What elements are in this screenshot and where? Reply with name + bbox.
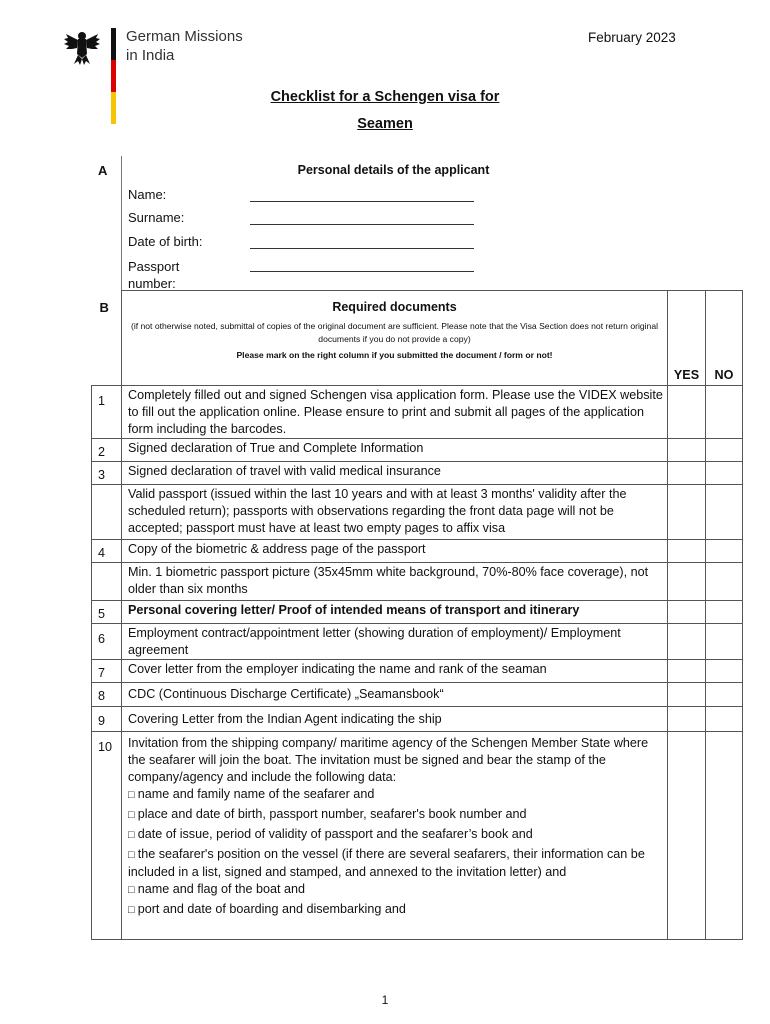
table-row (92, 660, 743, 683)
yes-checkbox-cell[interactable] (668, 707, 706, 732)
section-a-heading: Personal details of the applicant (297, 163, 490, 177)
document-title-line1: Checklist for a Schengen visa for (270, 89, 500, 105)
row-number: 10 (92, 732, 122, 940)
yes-checkbox-cell[interactable] (668, 732, 706, 940)
no-checkbox-cell[interactable] (706, 462, 743, 485)
row-text: Completely filled out and signed Schengen visa application form. Please use the VIDEX website to fill out the application online. Please ensure to print and submit all pages of the application form including the barcodes. (122, 386, 668, 439)
section-b-instruction: Please mark on the right column if you submitted the document / form or not! (236, 350, 553, 360)
page-number: 1 (381, 993, 389, 1007)
yes-column-header: YES (668, 291, 706, 386)
section-b-header-row (92, 291, 743, 386)
table-row (92, 485, 743, 540)
yes-checkbox-cell[interactable] (668, 660, 706, 683)
documents-checklist-table (91, 290, 743, 940)
row-text: Cover letter from the employer indicating the name and rank of the seaman (122, 660, 668, 683)
section-b-letter: B (92, 291, 122, 386)
row-number: 7 (92, 660, 122, 683)
row-number: 4 (92, 540, 122, 563)
bullet-item: □ place and date of birth, passport number, seafarer's book number and (128, 806, 663, 824)
row-text: Employment contract/appointment letter (showing duration of employment)/ Employment agreement (122, 624, 668, 660)
no-checkbox-cell[interactable] (706, 540, 743, 563)
bullet-item: □ the seafarer's position on the vessel (if there are several seafarers, their information can be included in a list, signed and stamped, and annexed to the invitation letter) and (128, 846, 663, 881)
yes-checkbox-cell[interactable] (668, 386, 706, 439)
no-checkbox-cell[interactable] (706, 624, 743, 660)
yes-checkbox-cell[interactable] (668, 540, 706, 563)
row-number: 8 (92, 683, 122, 707)
row-text: Signed declaration of travel with valid medical insurance (122, 462, 668, 485)
table-row (92, 540, 743, 563)
name-label: Name: (128, 187, 167, 202)
section-a-letter: A (98, 163, 108, 178)
row-number: 3 (92, 462, 122, 485)
dob-label: Date of birth: (128, 234, 203, 249)
table-row (92, 439, 743, 462)
name-field[interactable] (250, 201, 474, 202)
section-b-note: (if not otherwise noted, submittal of copies of the original document are sufficient. Please note that the Visa Section does not return original documents if you do not provide a copy) (130, 321, 659, 344)
bullet-item: □ name and flag of the boat and (128, 881, 663, 899)
dob-field[interactable] (250, 248, 474, 249)
table-row (92, 732, 743, 940)
row-number: 2 (92, 439, 122, 462)
table-row (92, 563, 743, 601)
passport-number-field[interactable] (250, 271, 474, 272)
row-text: CDC (Continuous Discharge Certificate) „Seamansbook“ (122, 683, 668, 707)
row-number (92, 485, 122, 540)
yes-checkbox-cell[interactable] (668, 563, 706, 601)
yes-checkbox-cell[interactable] (668, 485, 706, 540)
row-text: Valid passport (issued within the last 10 years and with at least 3 months' validity after the scheduled return); passports with observations regarding the front data page will not be accepted; passport must have at least two empty pages to affix visa (122, 485, 668, 540)
table-row (92, 624, 743, 660)
section-b-heading: Required documents (332, 300, 457, 314)
section-b-header-cell (122, 291, 668, 386)
row-text: Invitation from the shipping company/ maritime agency of the Schengen Member State where the seafarer will join the boat. The invitation must be signed and bear the stamp of the company/agency and include the following data: (128, 736, 649, 784)
no-checkbox-cell[interactable] (706, 601, 743, 624)
row-number: 9 (92, 707, 122, 732)
yes-checkbox-cell[interactable] (668, 683, 706, 707)
row-text: Personal covering letter/ Proof of intended means of transport and itinerary (122, 601, 668, 624)
org-name-line1: German Missions (126, 28, 243, 45)
row-number: 6 (92, 624, 122, 660)
federal-eagle-icon (62, 28, 102, 68)
table-row (92, 707, 743, 732)
row-number: 5 (92, 601, 122, 624)
row-text: Signed declaration of True and Complete Information (122, 439, 668, 462)
document-title-line2: Seamen (357, 116, 413, 132)
table-row (92, 683, 743, 707)
no-checkbox-cell[interactable] (706, 563, 743, 601)
yes-checkbox-cell[interactable] (668, 624, 706, 660)
row-number: 1 (92, 386, 122, 439)
table-row (92, 386, 743, 439)
bullet-item: □ port and date of boarding and disembarking and (128, 901, 663, 919)
row-text-cell (122, 732, 668, 940)
yes-checkbox-cell[interactable] (668, 462, 706, 485)
row-text: Copy of the biometric & address page of the passport (122, 540, 668, 563)
no-checkbox-cell[interactable] (706, 439, 743, 462)
row-text: Min. 1 biometric passport picture (35x45mm white background, 70%-80% face coverage), not older than six months (122, 563, 668, 601)
surname-field[interactable] (250, 224, 474, 225)
bullet-item: □ date of issue, period of validity of passport and the seafarer’s book and (128, 826, 663, 844)
table-row (92, 601, 743, 624)
no-checkbox-cell[interactable] (706, 660, 743, 683)
no-column-header: NO (706, 291, 743, 386)
org-name-line2: in India (126, 47, 175, 64)
no-checkbox-cell[interactable] (706, 732, 743, 940)
row-number (92, 563, 122, 601)
no-checkbox-cell[interactable] (706, 386, 743, 439)
no-checkbox-cell[interactable] (706, 683, 743, 707)
row-text: Covering Letter from the Indian Agent indicating the ship (122, 707, 668, 732)
yes-checkbox-cell[interactable] (668, 601, 706, 624)
surname-label: Surname: (128, 210, 185, 225)
no-checkbox-cell[interactable] (706, 485, 743, 540)
no-checkbox-cell[interactable] (706, 707, 743, 732)
yes-checkbox-cell[interactable] (668, 439, 706, 462)
german-flag-stripe (111, 28, 116, 124)
bullet-item: □ name and family name of the seafarer and (128, 786, 663, 804)
passport-number-label: Passport number: (128, 259, 180, 291)
table-row (92, 462, 743, 485)
document-date: February 2023 (588, 30, 676, 45)
